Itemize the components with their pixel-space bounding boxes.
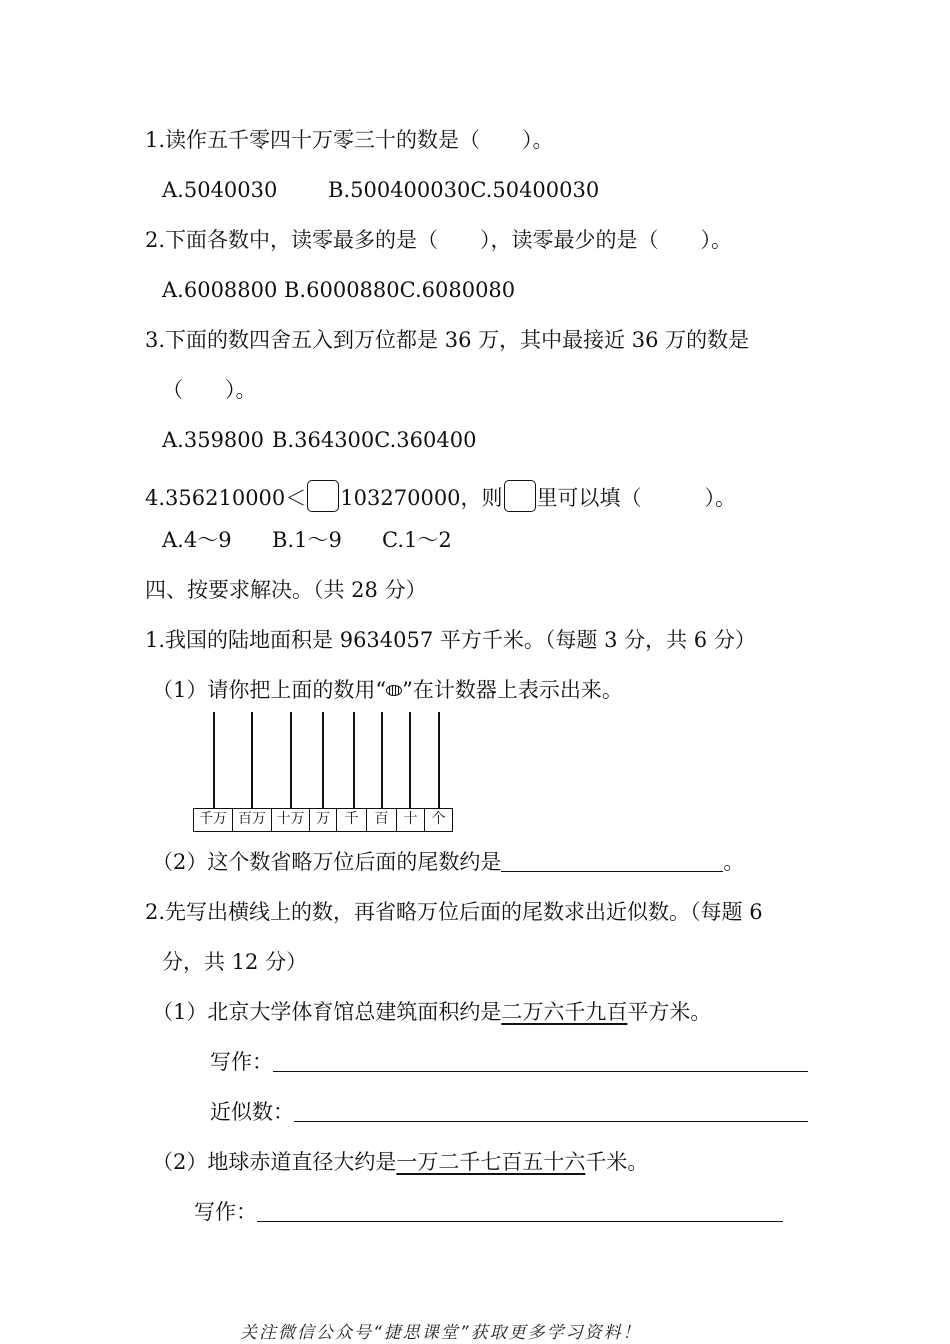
write-label-2: 写作： — [194, 1200, 257, 1224]
p1-sub1-a: （1）请你把上面的数用“ — [152, 678, 387, 702]
bead-icon — [386, 685, 402, 696]
q1-option-bc: B.500400030C.50400030 — [328, 178, 600, 202]
p1-sub2-b: 。 — [723, 850, 745, 874]
q4-part2: 103270000，则 — [340, 486, 503, 510]
p1-stem: 1.我国的陆地面积是 9634057 平方千米。（每题 3 分，共 6 分） — [145, 628, 756, 652]
q1-stem: 1.读作五千零四十万零三十的数是（ ）。 — [145, 128, 554, 152]
write-blank-2[interactable] — [257, 1201, 783, 1222]
place-label: 十 — [397, 809, 425, 831]
p2-stem-cont: 分，共 12 分） — [162, 950, 308, 974]
p2-stem: 2.先写出横线上的数，再省略万位后面的尾数求出近似数。（每题 6 — [145, 900, 763, 924]
place-label: 千 — [337, 809, 367, 831]
place-label: 千万 — [194, 809, 233, 831]
section-title: 四、按要求解决。（共 28 分） — [145, 578, 427, 602]
abacus-rod[interactable] — [438, 712, 440, 808]
p1-sub2 — [152, 848, 744, 876]
q3-option-bc: B.364300C.360400 — [272, 428, 477, 452]
abacus-rod[interactable] — [251, 712, 253, 808]
abacus-rod[interactable] — [381, 712, 383, 808]
q2-option-bc: B.6000880C.6080080 — [284, 278, 516, 302]
p1-sub2-a: （2）这个数省略万位后面的尾数约是 — [152, 850, 502, 874]
p2-sub1-underlined: 二万六千九百 — [501, 1000, 628, 1024]
place-label: 万 — [310, 809, 337, 831]
abacus-rod[interactable] — [213, 712, 215, 808]
p2-write-row-2 — [194, 1198, 783, 1226]
q3-option-a: A.359800 — [162, 428, 265, 452]
place-label: 百 — [367, 809, 397, 831]
q2-stem: 2.下面各数中，读零最多的是（ ），读零最少的是（ ）。 — [145, 228, 733, 252]
q3-options — [162, 426, 476, 454]
q4-options — [162, 526, 452, 554]
place-label: 个 — [431, 811, 446, 827]
write-blank[interactable] — [273, 1051, 808, 1072]
place-label: 百万 — [233, 809, 272, 831]
p2-sub1-b: 平方米。 — [627, 1000, 712, 1024]
write-label: 写作： — [210, 1050, 273, 1074]
q1-option-a: A.5040030 — [162, 178, 278, 202]
abacus-rod[interactable] — [322, 712, 324, 808]
answer-blank[interactable] — [501, 851, 723, 872]
q4-part1: 4.356210000＜ — [145, 486, 307, 510]
abacus-rod[interactable] — [409, 712, 411, 808]
abacus-counter[interactable] — [193, 712, 453, 834]
answer-box-2[interactable] — [504, 480, 536, 512]
place-label: 十万 — [272, 809, 310, 831]
footer-note: 关注微信公众号“捷思课堂”获取更多学习资料！ — [240, 1323, 642, 1343]
p2-sub1 — [152, 998, 711, 1026]
abacus-rod[interactable] — [290, 712, 292, 808]
p1-sub1 — [152, 676, 623, 704]
approx-blank[interactable] — [294, 1101, 808, 1122]
p2-sub2 — [152, 1148, 648, 1176]
p1-sub1-b: ”在计数器上表示出来。 — [402, 678, 623, 702]
approx-label: 近似数： — [210, 1100, 294, 1124]
abacus-rod[interactable] — [353, 712, 355, 808]
q3-stem-cont: （ ）。 — [162, 378, 257, 402]
p2-write-row — [210, 1048, 808, 1076]
q4-option-b: B.1～9 — [272, 528, 342, 552]
p2-approx-row — [210, 1098, 808, 1126]
answer-box-1[interactable] — [307, 480, 339, 512]
q4-stem — [145, 480, 736, 512]
q4-option-a: A.4～9 — [162, 528, 232, 552]
q3-stem: 3.下面的数四舍五入到万位都是 36 万，其中最接近 36 万的数是 — [145, 328, 750, 352]
p2-sub1-a: （1）北京大学体育馆总建筑面积约是 — [152, 1000, 502, 1024]
p2-sub2-a: （2）地球赤道直径大约是 — [152, 1150, 397, 1174]
q1-options — [162, 176, 599, 204]
q4-part3: 里可以填（ ）。 — [536, 486, 737, 510]
q4-option-c: C.1～2 — [382, 528, 452, 552]
abacus-label-row — [193, 808, 453, 832]
q2-option-a: A.6008800 — [162, 278, 278, 302]
q2-options — [162, 276, 515, 304]
p2-sub2-b: 千米。 — [585, 1150, 649, 1174]
p2-sub2-underlined: 一万二千七百五十六 — [396, 1150, 586, 1174]
